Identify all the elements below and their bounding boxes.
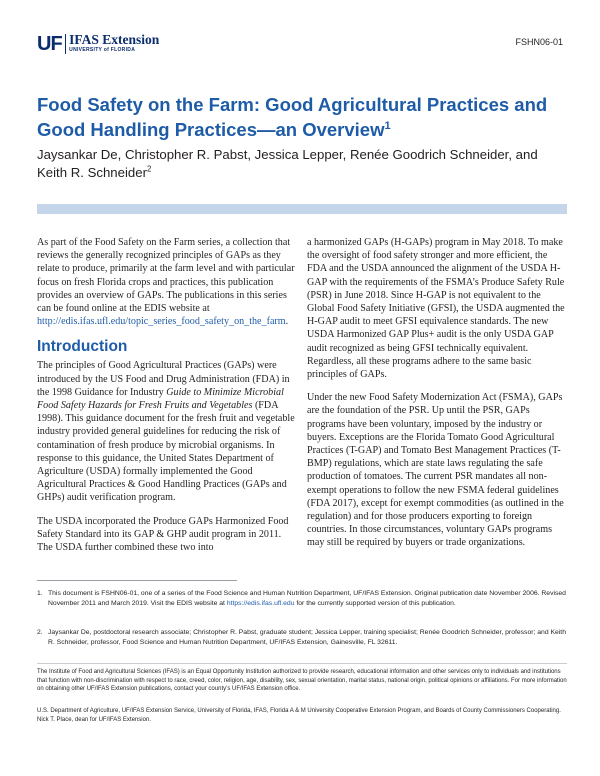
footnote-divider	[37, 580, 237, 581]
logo-ifas-extension: IFAS Extension	[69, 32, 160, 47]
footnote-1-body: This document is FSHN06-01, one of a series of the Food Science and Human Nutrition Department, UF/IFAS Extension. Original publication date November 2006. Revised November 2011 and March 2019. Visit the EDIS website at	[48, 590, 566, 607]
title-divider-band	[37, 204, 567, 214]
paragraph-usda-incorporated: The USDA incorporated the Produce GAPs Harmonized Food Safety Standard into its GAP & GHP audit program in 2011. The USDA further combined these two into	[37, 515, 289, 554]
logo-text	[69, 33, 159, 54]
authors	[37, 146, 567, 182]
page-title	[37, 92, 567, 142]
edis-series-link[interactable]: http://edis.ifas.ufl.edu/topic_series_food_safety_on_the_farm	[37, 316, 286, 328]
equal-opportunity-statement: The Institute of Food and Agricultural Sciences (IFAS) is an Equal Opportunity Institution authorized to provide research, educational information and other services only to individuals and institutions that function with non-discrimination with respect to race, creed, color, religion, age, disability, sex, sexual orientation, marital status, national origin, political opinions or affiliations. For more information on obtaining other UF/IFAS Extension publications, contact your county’s UF/IFAS Extension office.	[37, 669, 567, 693]
intro-text: As part of the Food Safety on the Farm series, a collection that reviews the generally recognized principles of GAPs as they relate to produce, primarily at the farm level and with particular focus on fresh Florida crops and practices, this publication provides an overview of GAPs. The publications in this series can be found online at the EDIS website at	[37, 237, 295, 315]
left-column	[37, 236, 296, 564]
title-text: Food Safety on the Farm: Good Agricultural Practices and Good Handling Practices—an Overview	[37, 94, 548, 140]
edis-website-link[interactable]: https://edis.ifas.ufl.edu	[226, 599, 295, 607]
paragraph-fsma: Under the new Food Safety Modernization Act (FSMA), GAPs are the foundation of the PSR. Up until the PSR, GAPs programs have been voluntary, imposed by the industry or buyers. Exceptions are the Florida Tomato Good Agricultural Practices (T-GAP) and Tomato Best Management Practices (T-BMP) regulations, which are state laws regulating the safe production of tomatoes. The current PSR mandates all non-exempt operations to follow the new FSMA federal guidelines (FDA 2017), except for exempt commodities (as outlined in the regulation) and for those producers exporting to foreign countries. In those circumstances, voluntary GAPs programs may still be required by buyers or trade organizations.	[307, 392, 564, 549]
authors-text: Jaysankar De, Christopher R. Pabst, Jessica Lepper, Renée Goodrich Schneider, and Keith R. Schneider	[37, 147, 538, 180]
logo-uf-mark: UF	[37, 33, 62, 55]
section-heading-introduction: Introduction	[37, 338, 128, 356]
logo-university: UNIVERSITY of FLORIDA	[69, 47, 136, 53]
usda-statement: U.S. Department of Agriculture, UF/IFAS Extension Service, University of Florida, IFAS, Florida A & M University Cooperative Extension Program, and Boards of County Commissioners Cooperating. Nick T. Place, dean for UF/IFAS Extension.	[37, 708, 561, 723]
right-column	[307, 236, 567, 560]
legal-divider	[37, 663, 567, 664]
intro-paragraph	[37, 236, 296, 328]
footnote-2	[37, 628, 567, 648]
logo-divider	[65, 34, 67, 54]
ifas-logo	[37, 33, 159, 55]
footnote-2-number: 2.	[37, 629, 43, 636]
paragraph-harmonized-gaps: a harmonized GAPs (H-GAPs) program in May 2018. To make the oversight of food safety stronger and more efficient, the FDA and the USDA announced the alignment of the USDA H-GAP with the requirements of the FSMA’s Produce Safety Rule (PSR) in June 2018. Since H-GAP is not equivalent to the Global Food Safety Initiative (GFSI), the USDA augmented the H-GAP audit to meet GFSI equivalence standards. The new USDA Harmonized GAP Plus+ audit is the only USDA GAP audit recognized as being GFSI technically equivalent. Regardless, all these programs adhere to the same basic principles of GAPs.	[307, 237, 565, 381]
authors-footnote-mark[interactable]: 2	[146, 164, 152, 174]
paragraph-gaps-principles	[37, 359, 296, 504]
footnote-1-text	[48, 589, 567, 609]
title-footnote-mark[interactable]: 1	[384, 119, 391, 132]
footnote-2-text: Jaysankar De, postdoctoral research associate; Christopher R. Pabst, graduate student; Jessica Lepper, training specialist; Renée Goodrich Schneider, professor; and Keith R. Schneider, professor, Food Science and Human Nutrition Department, UF/IFAS Extension, Gainesville, FL 32611.	[48, 629, 566, 646]
footnote-1-end: for the currently supported version of this publication.	[294, 599, 456, 607]
para1-guide-title: Guide to Minimize Microbial Food Safety Hazards for Fresh Fruits and Vegetables	[37, 386, 284, 412]
footnote-1	[37, 589, 567, 609]
intro-text-end: .	[285, 316, 289, 328]
document-id: FSHN06-01	[515, 37, 563, 47]
para1-text-b: (FDA 1998). This guidance document for the fresh fruit and vegetable industry provided general guidelines for reducing the risk of contamination of fresh produce by microbial organisms. In response to this guidance, the United States Department of Agriculture (USDA) formally implemented the Good Agricultural Practices & Good Handling Practices (GAPs and GHPs) audit verification program.	[37, 400, 295, 504]
footnote-1-number: 1.	[37, 590, 43, 597]
para1-text-a: The principles of Good Agricultural Practices (GAPs) were introduced by the US Food and Drug Administration (FDA) in the 1998 Guidance for Industry	[37, 360, 290, 398]
